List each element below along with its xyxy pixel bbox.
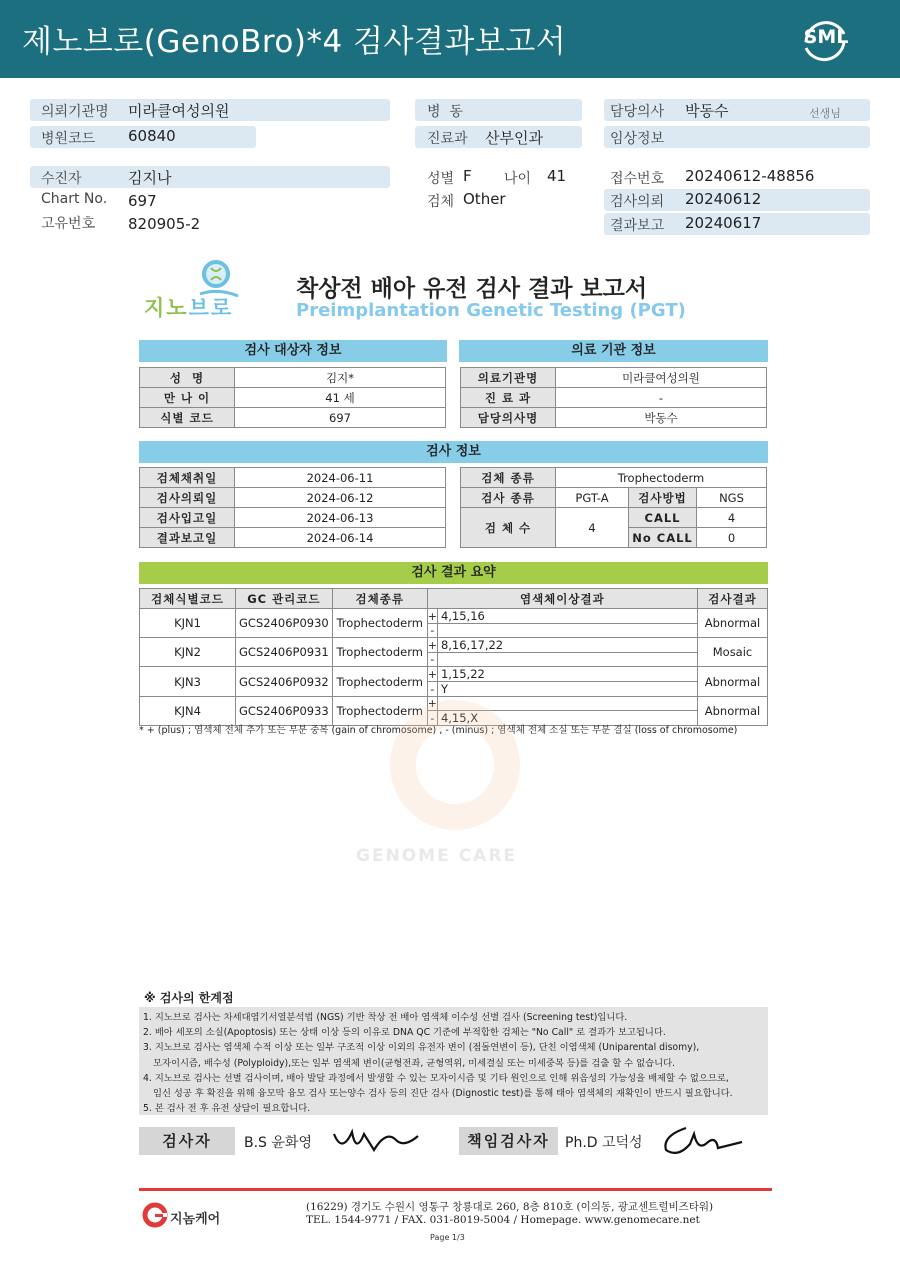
collect-date-value: 2024-06-11 <box>235 468 446 488</box>
table-row-result: Mosaic <box>698 638 768 667</box>
table-row-result: Abnormal <box>698 609 768 638</box>
inst-name-label: 의료기관명 <box>461 368 556 388</box>
footer-address-block <box>306 1201 713 1227</box>
limitation-line: 1. 지노브로 검사는 차세대염기서열분석법 (NGS) 기반 착상 전 배아 염색체 이수성 선별 검사 (Screening test)입니다. <box>143 1012 628 1023</box>
receipt-value: 20240612-48856 <box>685 167 815 185</box>
receipt-label: 접수번호 <box>610 171 665 187</box>
chief-signature-icon <box>656 1122 748 1160</box>
limitation-line: 3. 지노브로 검사는 염색체 수적 이상 또는 일부 구조적 이상 이외의 유전자 변이 (점돌연변이 등), 단친 이염색체 (Uniparental disomy), <box>143 1042 700 1054</box>
subject-name-value: 김지* <box>235 368 446 388</box>
inst-value: 미라클여성의원 <box>128 102 230 120</box>
genome-care-watermark-icon <box>390 700 520 830</box>
table-row-gc: GCS2406P0933 <box>236 697 333 726</box>
summary-header-chrom: 염색체이상결과 <box>427 589 697 609</box>
collect-date-label: 검체채취일 <box>140 468 235 488</box>
patient-label: 수진자 <box>41 171 82 187</box>
call-value: 4 <box>697 508 767 528</box>
sample-type-label: 검체 종류 <box>461 468 556 488</box>
call-label: CALL <box>629 508 697 528</box>
dept-label: 진료과 <box>427 131 468 147</box>
watermark-text: GENOME CARE <box>356 846 518 866</box>
table-row-type: Trophectoderm <box>332 638 427 667</box>
count-label: 검 체 수 <box>461 508 556 548</box>
patient-value: 김지나 <box>128 169 172 187</box>
receive-date-label: 검사입고일 <box>140 508 235 528</box>
loss-chromosomes: Y <box>437 682 697 697</box>
nocall-label: No CALL <box>629 528 697 548</box>
dept-value: 산부인과 <box>485 129 543 147</box>
page-number: Page 1/3 <box>430 1233 465 1242</box>
limitation-line: 2. 배아 세포의 소실(Apoptosis) 또는 상태 이상 등의 이유로 DNA QC 기준에 부적합한 검체는 "No Call" 로 결과가 보고됩니다. <box>143 1027 666 1039</box>
limitation-line: 5. 본 검사 전 후 유전 상담이 필요합니다. <box>143 1103 311 1115</box>
sex-label: 성별 <box>427 171 455 187</box>
gain-chromosomes: 8,16,17,22 <box>437 638 697 653</box>
subject-id-label: 식별 코드 <box>140 408 235 428</box>
limitations-title: ※ 검사의 한계점 <box>144 991 234 1005</box>
genome-care-logo-icon <box>142 1202 168 1228</box>
request-value: 20240612 <box>685 190 762 208</box>
subject-age-value: 41 세 <box>235 388 446 408</box>
subject-name-label: 성 명 <box>140 368 235 388</box>
summary-header-gc: GC 관리코드 <box>236 589 333 609</box>
uid-label: 고유번호 <box>41 216 96 232</box>
age-value: 41 <box>547 167 567 185</box>
table-row-gc: GCS2406P0930 <box>236 609 333 638</box>
code-label: 병원코드 <box>41 131 96 147</box>
sample-type-value: Trophectoderm <box>556 468 767 488</box>
loss-chromosomes <box>437 653 697 667</box>
inst-doctor-value: 박동수 <box>556 408 767 428</box>
chart-value: 697 <box>128 192 157 210</box>
minus-sign: - <box>427 624 437 638</box>
footer-address: (16229) 경기도 수원시 영통구 창룡대로 260, 8층 810호 (이의동, 광교센트럴비즈타워) <box>306 1201 714 1213</box>
subject-age-label: 만 나 이 <box>140 388 235 408</box>
count-value: 4 <box>556 508 629 548</box>
genobro-logo-text <box>144 292 233 322</box>
inst-doctor-label: 담당의사명 <box>461 408 556 428</box>
uid-value: 820905-2 <box>128 215 201 233</box>
limitation-line: 4. 지노브로 검사는 선별 검사이며, 배아 발달 과정에서 발생할 수 있는 모자이시즘 및 기타 원인으로 인해 위음성의 가능성을 배제할 수 없으므로, <box>143 1072 729 1084</box>
summary-header-type: 검체종류 <box>332 589 427 609</box>
doctor-value: 박동수 <box>685 102 729 120</box>
test-info-section-header: 검사 정보 <box>139 441 768 463</box>
inst-label: 의뢰기관명 <box>41 104 109 120</box>
age-label: 나이 <box>504 171 532 187</box>
table-row-type: Trophectoderm <box>332 609 427 638</box>
receive-date-value: 2024-06-13 <box>235 508 446 528</box>
doctor-label: 담당의사 <box>610 104 665 120</box>
table-row-type: Trophectoderm <box>332 667 427 697</box>
tester-name: B.S 윤화영 <box>244 1135 312 1151</box>
tester-signature-icon <box>330 1124 422 1158</box>
plus-sign: + <box>427 697 437 710</box>
report-title-korean: 착상전 배아 유전 검사 결과 보고서 <box>296 276 648 302</box>
test-type-label: 검사 종류 <box>461 488 556 508</box>
report-title-english: Preimplantation Genetic Testing (PGT) <box>296 300 686 321</box>
footer-company: 지놈케어 <box>170 1212 221 1227</box>
plus-sign: + <box>427 667 437 681</box>
report-value: 20240617 <box>685 214 762 232</box>
specimen-label: 검체 <box>427 194 455 210</box>
table-row-id: KJN3 <box>140 667 236 697</box>
method-label: 검사방법 <box>629 488 697 508</box>
chief-tester-label: 책임검사자 <box>459 1127 558 1155</box>
report-date-value: 2024-06-14 <box>235 528 446 548</box>
plus-sign: + <box>427 638 437 652</box>
doctor-suffix: 선생님 <box>809 107 841 120</box>
gain-chromosomes: 4,15,16 <box>437 609 697 624</box>
request-label: 검사의뢰 <box>610 194 665 210</box>
logo-word-blue: 브로 <box>188 296 234 320</box>
code-value: 60840 <box>128 127 176 145</box>
test-dates-table <box>139 467 446 548</box>
ward-label: 병 동 <box>427 104 463 120</box>
loss-chromosomes: 4,15,X <box>437 711 697 726</box>
request-date-value: 2024-06-12 <box>235 488 446 508</box>
loss-chromosomes <box>437 624 697 638</box>
summary-footnote: * + (plus) ; 염색체 전체 추가 또는 부분 중복 (gain of chromosome) , - (minus) ; 염색체 전체 소실 또는 부분 결실 (loss of chromosome) <box>139 725 738 736</box>
summary-header-result: 검사결과 <box>698 589 768 609</box>
institution-table <box>460 367 767 428</box>
table-row-type: Trophectoderm <box>332 697 427 726</box>
request-date-label: 검사의뢰일 <box>140 488 235 508</box>
test-type-value: PGT-A <box>556 488 629 508</box>
limitations-box <box>139 1007 768 1115</box>
summary-header-id: 검체식별코드 <box>140 589 236 609</box>
report-label: 결과보고 <box>610 218 665 234</box>
chief-tester-name: Ph.D 고덕성 <box>565 1135 643 1151</box>
tester-label: 검사자 <box>139 1127 235 1155</box>
chart-label: Chart No. <box>41 191 108 207</box>
inst-name-value: 미라클여성의원 <box>556 368 767 388</box>
inst-dept-value: - <box>556 388 767 408</box>
table-row-id: KJN4 <box>140 697 236 726</box>
nocall-value: 0 <box>697 528 767 548</box>
clinical-label: 임상정보 <box>610 131 665 147</box>
table-row-result: Abnormal <box>698 667 768 697</box>
logo-word-green: 지노 <box>144 296 189 320</box>
subject-id-value: 697 <box>235 408 446 428</box>
sex-value: F <box>463 167 472 185</box>
test-spec-table <box>460 467 767 548</box>
limitation-line: 임신 성공 후 확진을 위해 융모막 융모 검사 또는양수 검사 등의 진단 검사 (Dignostic test)를 통해 태아 염색체의 재확인이 반드시 필요합니다. <box>153 1088 733 1100</box>
table-row-id: KJN1 <box>140 609 236 638</box>
gain-chromosomes: 1,15,22 <box>437 667 697 682</box>
minus-sign: - <box>427 682 437 697</box>
table-row-gc: GCS2406P0932 <box>236 667 333 697</box>
document-title: 제노브로(GenoBro)*4 검사결과보고서 <box>22 24 567 60</box>
subject-table <box>139 367 446 428</box>
table-row-id: KJN2 <box>140 638 236 667</box>
footer-divider <box>139 1188 772 1191</box>
title-banner <box>0 0 900 78</box>
sml-logo-text: SML <box>803 26 849 48</box>
info-row-patient <box>30 166 390 188</box>
method-value: NGS <box>697 488 767 508</box>
report-date-label: 결과보고일 <box>140 528 235 548</box>
summary-section-header: 검사 결과 요약 <box>139 562 768 584</box>
table-row-result: Abnormal <box>698 697 768 726</box>
limitation-line: 모자이시즘, 배수성 (Polyploidy),또는 일부 염색체 변이(균형전좌, 균형역위, 미세결실 또는 미세중복 등)를 검출 할 수 없습니다. <box>153 1057 675 1069</box>
specimen-value: Other <box>463 190 506 208</box>
minus-sign: - <box>427 711 437 726</box>
minus-sign: - <box>427 653 437 667</box>
footer-contact: TEL. 1544-9771 / FAX. 031-8019-5004 / Homepage. www.genomecare.net <box>306 1214 700 1226</box>
subject-section-header: 검사 대상자 정보 <box>139 340 447 362</box>
plus-sign: + <box>427 609 437 623</box>
institution-section-header: 의료 기관 정보 <box>459 340 768 362</box>
table-row-gc: GCS2406P0931 <box>236 638 333 667</box>
inst-dept-label: 진 료 과 <box>461 388 556 408</box>
